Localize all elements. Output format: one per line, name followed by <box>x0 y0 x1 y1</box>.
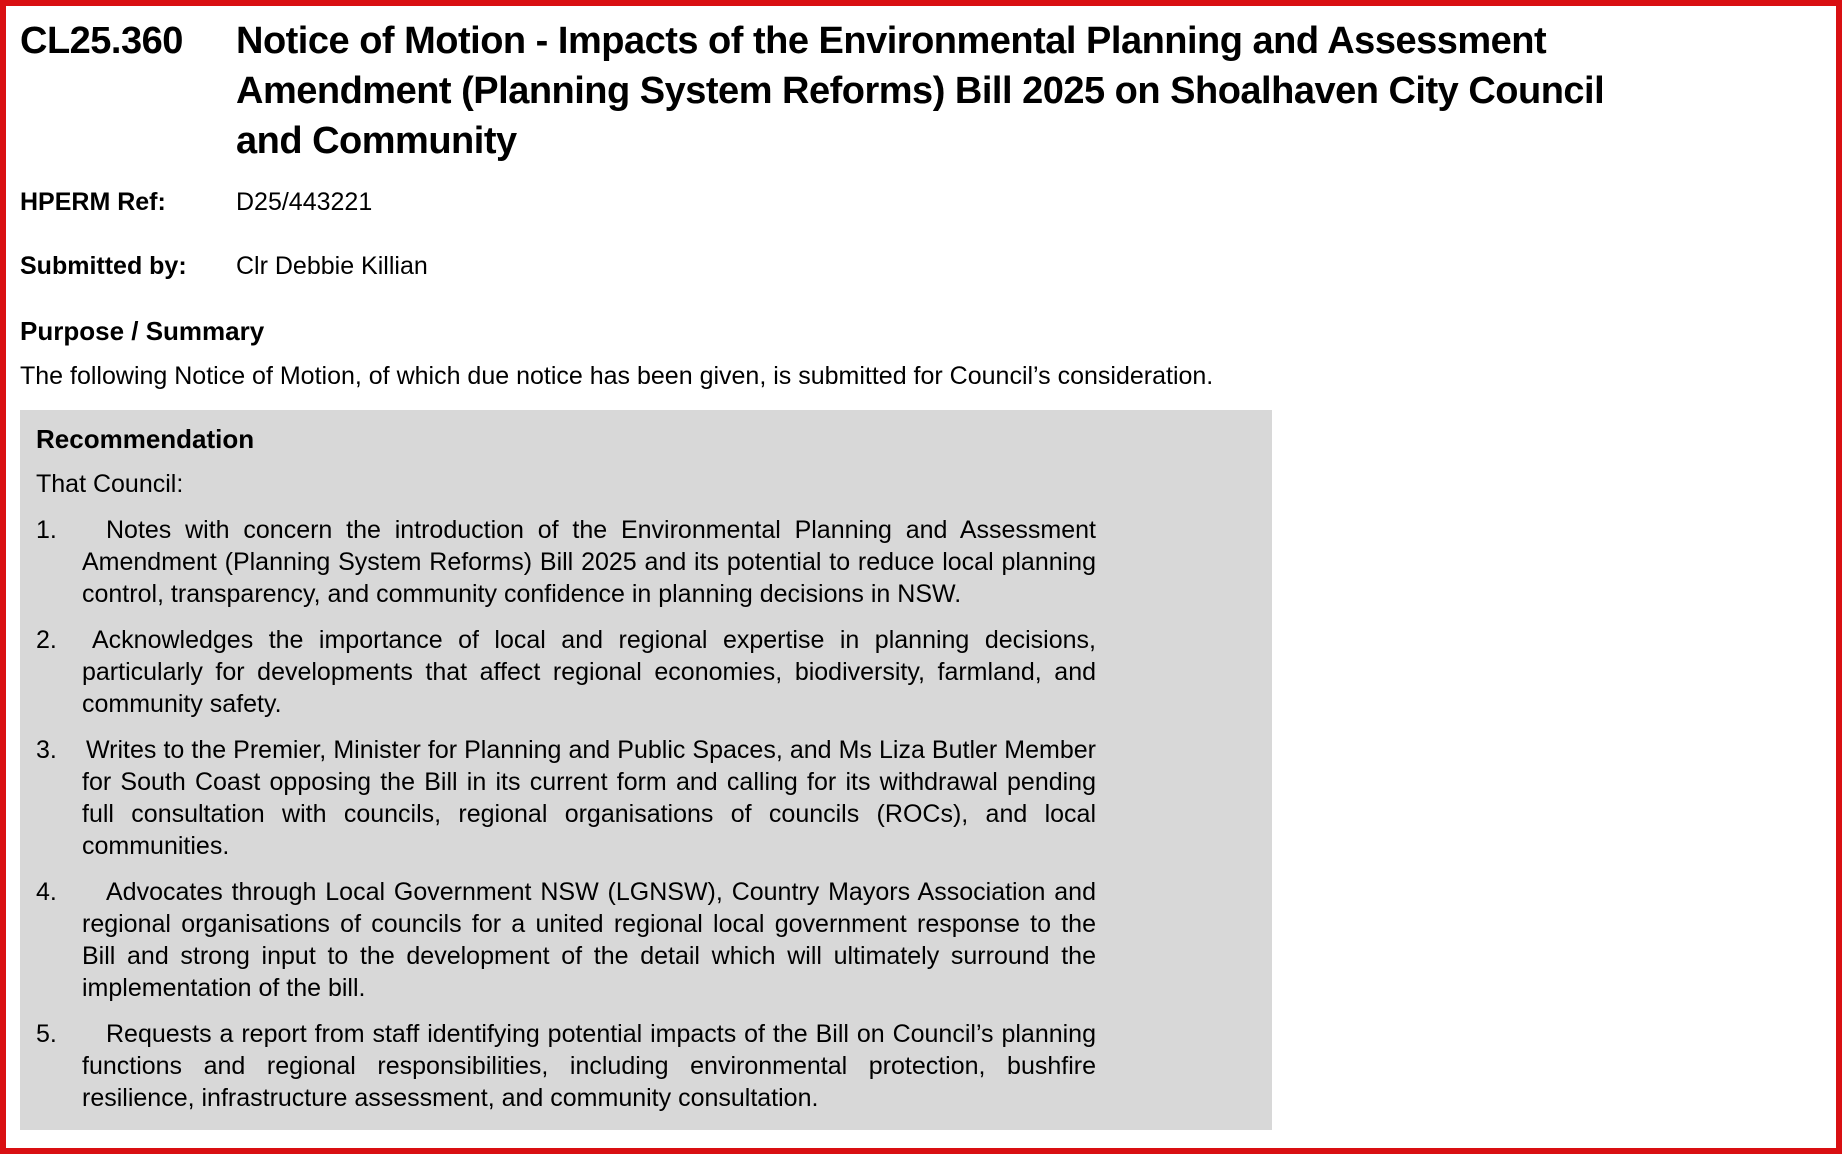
recommendation-item <box>36 514 1096 610</box>
submitted-by-value: Clr Debbie Killian <box>236 252 428 280</box>
recommendation-item-number: 5. <box>36 1020 57 1048</box>
title-line: Amendment (Planning System Reforms) Bill 2025 on Shoalhaven City Council <box>236 70 1605 112</box>
recommendation-item-number: 1. <box>36 516 57 544</box>
recommendation-item <box>36 624 1096 720</box>
recommendation-heading: Recommendation <box>36 424 255 454</box>
document-body <box>6 6 1836 1130</box>
purpose-summary-text: The following Notice of Motion, of which due notice has been given, is submitted for Council’s consideration. <box>20 362 1214 390</box>
recommendation-intro: That Council: <box>36 470 184 498</box>
recommendation-item <box>36 734 1096 862</box>
recommendation-item-text: Notes with concern the introduction of the Environmental Planning and Assessment Amendment (Planning System Reforms) Bill 2025 and its potential to reduce local planning control, transparency, and community confidence in planning decisions in NSW. <box>82 516 1096 608</box>
purpose-summary-heading: Purpose / Summary <box>20 316 265 346</box>
recommendation-item-text: Acknowledges the importance of local and regional expertise in planning decisions, particularly for developments that affect regional economies, biodiversity, farmland, and community safety. <box>82 626 1096 718</box>
recommendation-item-text: Writes to the Premier, Minister for Planning and Public Spaces, and Ms Liza Butler Member for South Coast opposing the Bill in its current form and calling for its withdrawal pending full consultation with councils, regional organisations of councils (ROCs), and local communities. <box>82 736 1096 860</box>
recommendation-item-number: 2. <box>36 626 57 654</box>
agenda-item-number: CL25.360 <box>20 20 183 62</box>
title-line: and Community <box>236 120 517 162</box>
agenda-item-title-block <box>20 16 1816 166</box>
submitted-by-label: Submitted by: <box>20 252 187 280</box>
recommendation-box <box>20 410 1272 1130</box>
hperm-ref-label: HPERM Ref: <box>20 188 166 216</box>
hperm-ref-value: D25/443221 <box>236 188 373 216</box>
title-line: Notice of Motion - Impacts of the Environmental Planning and Assessment <box>236 20 1547 62</box>
recommendation-item <box>36 1018 1096 1114</box>
agenda-item-title <box>236 16 1604 166</box>
hperm-ref-row <box>20 186 1816 218</box>
recommendation-item <box>36 876 1096 1004</box>
recommendation-item-number: 4. <box>36 878 57 906</box>
recommendation-item-number: 3. <box>36 736 57 764</box>
recommendation-item-text: Advocates through Local Government NSW (LGNSW), Country Mayors Association and regional organisations of councils for a united regional local government response to the Bill and strong input to the development of the detail which will ultimately surround the implementation of the bill. <box>82 878 1096 1002</box>
recommendation-item-text: Requests a report from staff identifying potential impacts of the Bill on Council’s planning functions and regional responsibilities, including environmental protection, bushfire resilience, infrastructure assessment, and community consultation. <box>82 1020 1096 1112</box>
submitted-by-row <box>20 250 1816 282</box>
